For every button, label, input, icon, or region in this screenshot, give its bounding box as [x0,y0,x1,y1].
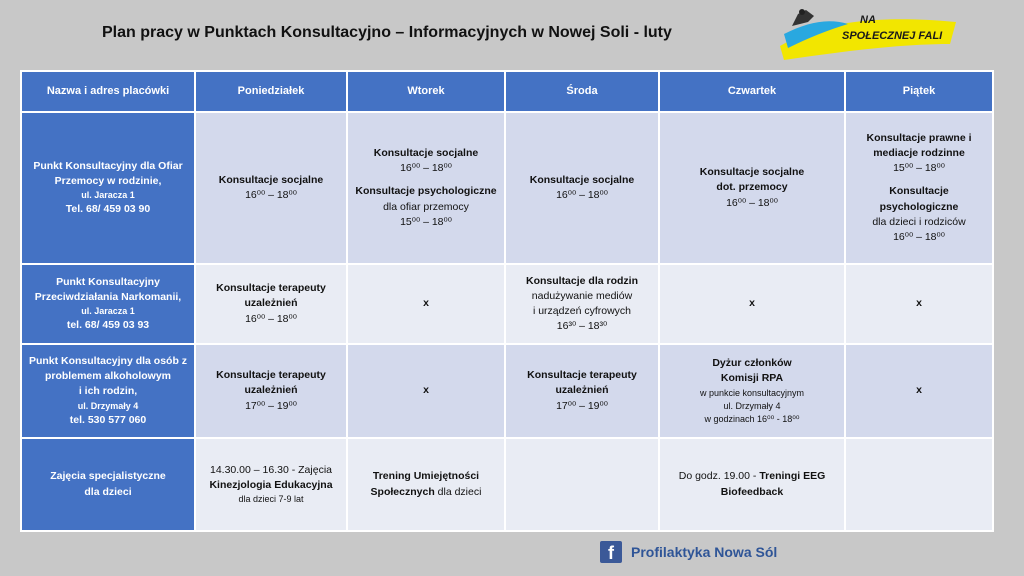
cell-time: 17⁰⁰ – 19⁰⁰ [556,399,608,412]
org-cell [21,112,195,264]
cell-text: 14.30.00 – 16.30 - Zajęcia [209,463,332,476]
cell-time: 15⁰⁰ – 18⁰⁰ [400,215,452,228]
cell-sub: dla dzieci 7-9 lat [238,494,304,505]
cell-title: Konsultacje psychologiczne [355,185,497,198]
table-row [21,112,993,264]
cell-title: Społecznych [370,485,435,498]
schedule-cell-empty: x [347,344,505,438]
org-address: ul. Jaracza 1 [81,190,135,201]
header-sroda: Środa [505,71,659,112]
org-cell [21,264,195,344]
schedule-cell [505,112,659,264]
cell-title: Konsultacje terapeuty [527,369,637,382]
org-cell [21,438,195,531]
cell-title: Kinezjologia Edukacyjna [209,478,333,491]
cell-text: Do godz. 19.00 - [678,470,760,483]
table-row [21,438,993,531]
cell-title: Konsultacje psychologiczne [879,185,959,213]
cell-sub: nadużywanie mediów [531,289,633,302]
cell-title: Trening Umiejętności [372,470,480,483]
schedule-cell-empty: x [347,264,505,344]
cell-title: Konsultacje socjalne [218,173,324,186]
cell-title: uzależnień [244,384,298,397]
cell-sub: i urządzeń cyfrowych [532,305,632,317]
cell-title: Konsultacje socjalne [373,146,479,159]
header-piatek: Piątek [845,71,993,112]
logo-text-2: SPOŁECZNEJ FALI [842,30,943,42]
cell-time: 17⁰⁰ – 19⁰⁰ [245,399,297,412]
cell-title: Konsultacje socjalne [529,173,635,186]
schedule-cell [845,112,993,264]
org-phone: tel. 530 577 060 [69,413,147,426]
cell-time: 16³⁰ – 18³⁰ [556,320,608,333]
header-wtorek: Wtorek [347,71,505,112]
cell-sub: dla dzieci i rodziców [872,215,966,228]
org-name: i ich rodzin, [78,385,138,398]
org-name: Przeciwdziałania Narkomanii, [34,290,182,303]
cell-time: 16⁰⁰ – 18⁰⁰ [726,196,778,209]
schedule-cell [659,438,845,531]
schedule-cell [659,112,845,264]
facebook-page-name: Profilaktyka Nowa Sól [631,544,778,560]
org-address: ul. Drzymały 4 [77,400,139,411]
facebook-link[interactable] [600,541,777,563]
cell-time: 16⁰⁰ – 18⁰⁰ [893,231,945,244]
schedule-cell-empty [505,438,659,531]
schedule-cell-empty: x [845,264,993,344]
cell-title: Dyżur członków [712,357,792,370]
logo [778,4,958,62]
schedule-cell-empty [845,438,993,531]
header-czwartek: Czwartek [659,71,845,112]
cell-title: Konsultacje socjalne [699,166,805,179]
table-row [21,344,993,438]
cell-title: Biofeedback [720,485,784,498]
schedule-cell [195,264,347,344]
page-title: Plan pracy w Punktach Konsultacyjno – Informacyjnych w Nowej Soli - luty [102,24,672,41]
cell-time: 15⁰⁰ – 18⁰⁰ [893,162,945,175]
logo-text-1: NA [860,14,876,26]
org-name: Przemocy w rodzinie, [54,174,162,187]
org-name: Punkt Konsultacyjny [56,275,160,288]
cell-title: uzależnień [244,297,298,310]
table-row [21,264,993,344]
cell-time: 16⁰⁰ – 18⁰⁰ [245,189,297,201]
cell-sub: dla dzieci [434,485,482,498]
cell-title: dot. przemocy [716,181,788,194]
facebook-icon: f [600,541,622,563]
schedule-cell [505,264,659,344]
cell-title: Konsultacje terapeuty [216,369,326,382]
schedule-cell [347,112,505,264]
schedule-cell [195,438,347,531]
cell-time: 16⁰⁰ – 18⁰⁰ [556,189,608,201]
org-name: problemem alkoholowym [44,370,172,383]
cell-title: mediacje rodzinne [873,146,965,159]
org-phone: tel. 68/ 459 03 93 [66,319,150,332]
cell-title: uzależnień [555,384,609,397]
header-placowka: Nazwa i adres placówki [21,71,195,112]
cell-title: Konsultacje prawne i [866,131,972,144]
schedule-cell [195,344,347,438]
cell-title: Konsultacje terapeuty [216,282,326,295]
org-name: Punkt Konsultacyjny dla Ofiar [33,159,183,172]
cell-title: Komisji RPA [720,372,784,385]
cell-time: 16⁰⁰ – 18⁰⁰ [400,162,452,175]
schedule-cell [347,438,505,531]
cell-sub: ul. Drzymały 4 [723,400,781,411]
schedule-cell [195,112,347,264]
org-address: ul. Jaracza 1 [81,306,135,317]
schedule-cell-empty: x [659,264,845,344]
org-name: Punkt Konsultacyjny dla osób z [28,355,188,368]
cell-title: Treningi EEG [759,470,826,483]
org-name: Zajęcia specjalistyczne [50,470,166,483]
cell-title: Konsultacje dla rodzin [525,274,638,287]
cell-sub: w godzinach 16⁰⁰ - 18⁰⁰ [704,413,800,424]
org-cell [21,344,195,438]
schedule-cell-empty: x [845,344,993,438]
org-name: dla dzieci [84,485,132,498]
schedule-cell [659,344,845,438]
org-phone: Tel. 68/ 459 03 90 [65,203,151,216]
header-row [21,71,993,112]
schedule-cell [505,344,659,438]
cell-time: 16⁰⁰ – 18⁰⁰ [245,312,297,325]
header-poniedzialek: Poniedziałek [195,71,347,112]
cell-sub: w punkcie konsultacyjnym [699,387,805,398]
schedule-table [20,70,994,532]
cell-sub: dla ofiar przemocy [383,200,469,213]
